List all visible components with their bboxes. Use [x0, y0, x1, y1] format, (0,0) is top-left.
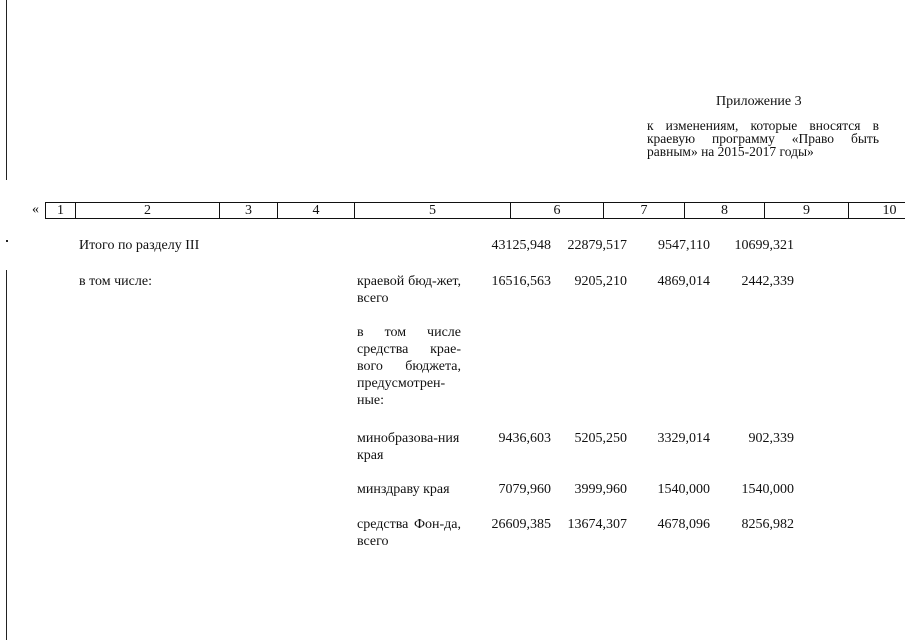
value-col8: 9547,110: [658, 238, 710, 253]
value-col6: 7079,960: [498, 482, 551, 497]
value-col6: 9436,603: [498, 431, 551, 446]
column-number: 10: [882, 203, 897, 218]
value-col7: 3999,960: [574, 482, 627, 497]
scan-edge-dot: [6, 240, 8, 242]
funding-source: краевой бюд-жет, всего: [357, 274, 461, 306]
value-col9: 10699,321: [734, 238, 794, 253]
column-number: 9: [765, 203, 849, 218]
column-number-header: [45, 202, 905, 219]
funding-source: в том числе средства крае-вого бюджета, предусмотрен-ные:: [357, 325, 461, 408]
appendix-title: Приложение 3: [716, 94, 802, 109]
row-label: в том числе:: [79, 274, 152, 289]
value-col8: 4678,096: [657, 517, 710, 532]
value-col6: 16516,563: [491, 274, 551, 289]
value-col9: 1540,000: [741, 482, 794, 497]
open-quote: «: [32, 202, 39, 217]
column-number: 8: [685, 203, 765, 218]
column-number: 4: [278, 203, 355, 218]
value-col7: 22879,517: [567, 238, 627, 253]
value-col9: 2442,339: [741, 274, 794, 289]
column-number: 3: [220, 203, 278, 218]
value-col7: 13674,307: [567, 517, 627, 532]
column-number: 6: [511, 203, 604, 218]
funding-source: минобразова-ния края: [357, 431, 460, 463]
scan-edge-line: [6, 0, 7, 180]
funding-source: минздраву края: [357, 482, 450, 497]
funding-source: средства Фон-да, всего: [357, 517, 461, 549]
value-col7: 9205,210: [574, 274, 627, 289]
appendix-subtitle: к изменениям, которые вносятся в краевую программу «Право быть равным» на 2015-2017 годы»: [647, 118, 879, 159]
column-number: 2: [76, 203, 220, 218]
value-col8: 4869,014: [657, 274, 710, 289]
column-number: 1: [46, 203, 76, 218]
scan-edge-line: [6, 270, 7, 640]
value-col8: 3329,014: [657, 431, 710, 446]
value-col9: 8256,982: [741, 517, 794, 532]
value-col8: 1540,000: [657, 482, 710, 497]
row-label: Итого по разделу III: [79, 238, 200, 253]
column-number: 7: [604, 203, 685, 218]
column-number: 5: [355, 203, 511, 218]
value-col6: 26609,385: [491, 517, 551, 532]
value-col9: 902,339: [748, 431, 794, 446]
value-col7: 5205,250: [574, 431, 627, 446]
value-col6: 43125,948: [491, 238, 551, 253]
